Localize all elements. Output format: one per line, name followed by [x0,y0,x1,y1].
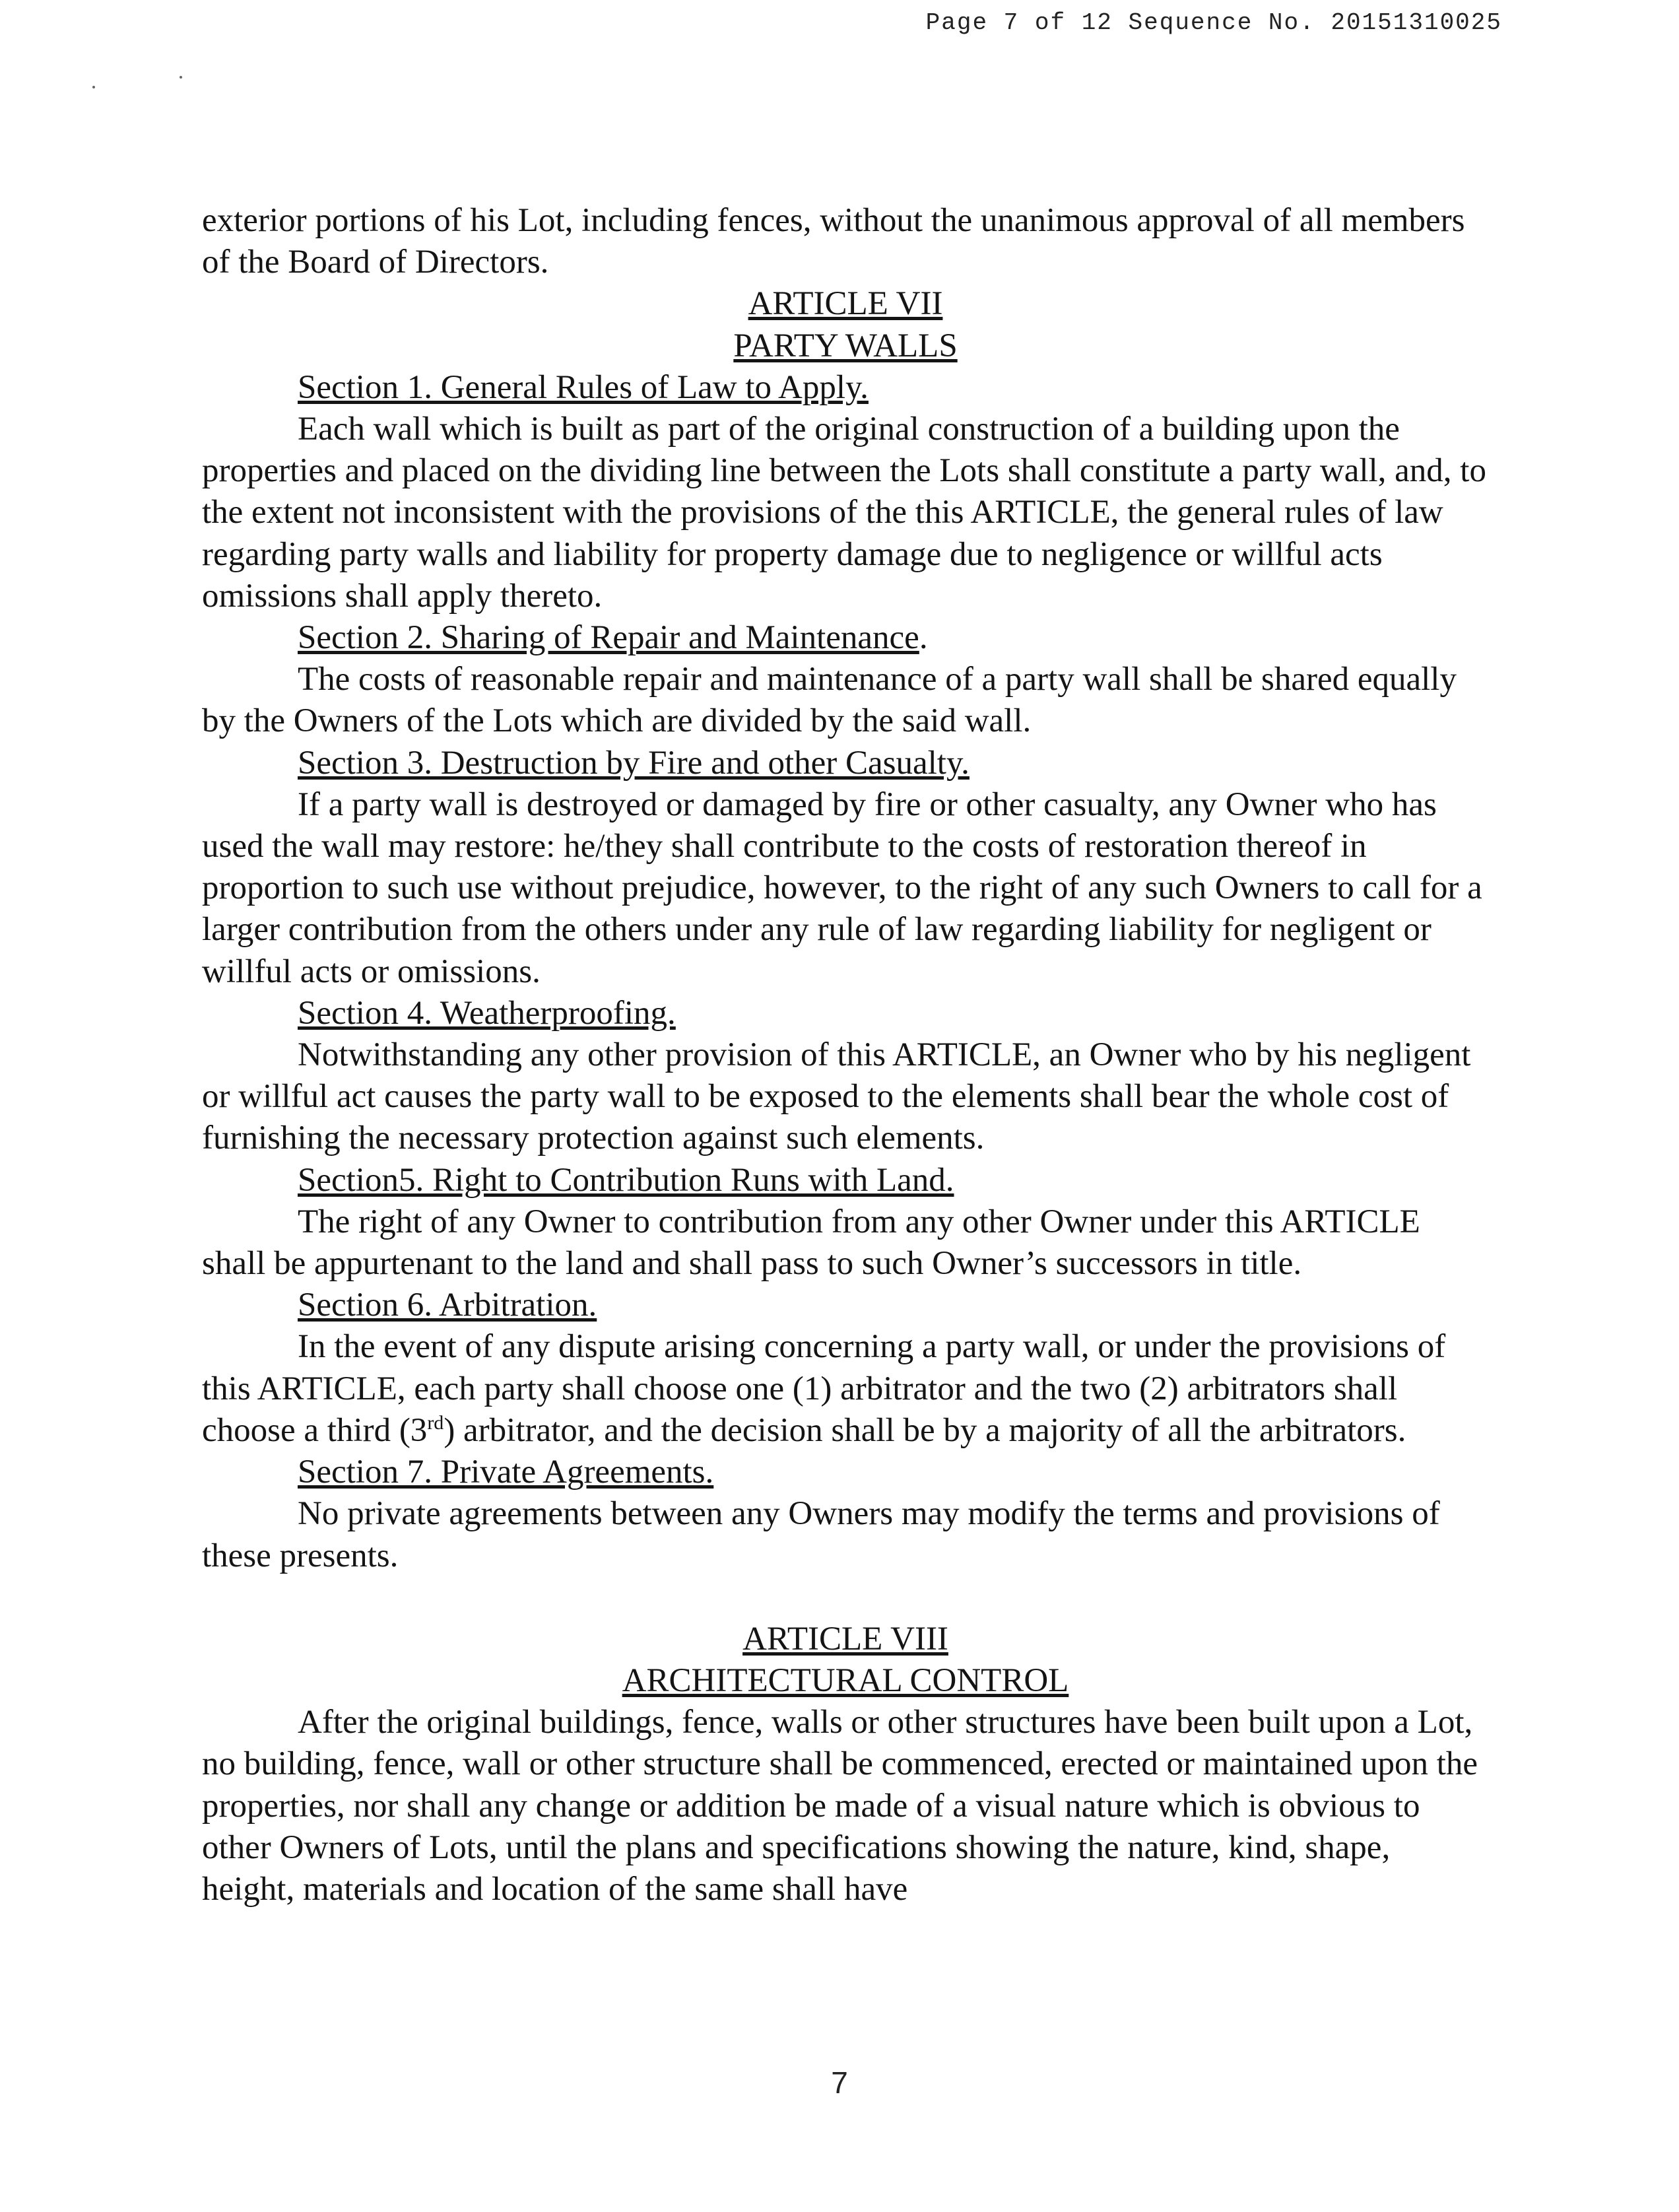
blank-line [202,1577,1489,1619]
section-3-heading: Section 3. Destruction by Fire and other Casualty. [298,744,970,782]
section-3-text: If a party wall is destroyed or damaged by fire or other casualty, any Owner who has used the wall may restore: he/they shall contribute to the costs of restoration thereof in proportion to such use without prejudice, however, to the right of any such Owners to call for a larger contribution from the others under any rule of law regarding liability for negligent or willful acts or omissions. [202,786,1482,990]
article-heading [202,1619,1489,1660]
section-heading [202,367,1489,409]
section-heading [202,993,1489,1034]
section-7-text: No private agreements between any Owners may modify the terms and provisions of these presents. [202,1495,1440,1574]
article-title [202,325,1489,367]
article-heading [202,283,1489,325]
article-viii-heading: ARTICLE VIII [742,1620,948,1658]
page-sequence-header: Page 7 of 12 Sequence No. 20151310025 [925,9,1502,36]
section-6-heading: Section 6. Arbitration. [298,1287,597,1324]
page-number: 7 [831,2065,848,2100]
article-vii-title: PARTY WALLS [733,327,958,364]
section-heading [202,617,1489,659]
section-heading [202,1452,1489,1493]
section-heading [202,743,1489,784]
scan-speck [180,76,182,79]
document-body [202,200,1489,1910]
section-1-text: Each wall which is built as part of the original construction of a building upon the properties and placed on the dividing line between the Lots shall constitute a party wall, and, to the extent not inconsistent with the provisions of the this ARTICLE, the general rules of law regarding party walls and liability for property damage due to negligence or willful acts omissions shall apply thereto. [202,411,1486,615]
section-2-text: The costs of reasonable repair and maintenance of a party wall shall be shared equally by the Owners of the Lots which are divided by the said wall. [202,661,1457,740]
continuation-paragraph: exterior portions of his Lot, including fences, without the unanimous approval of all members of the Board of Directors. [202,202,1465,281]
section-2-heading: Section 2. Sharing of Repair and Maintenance [298,619,919,657]
article-title [202,1660,1489,1702]
section-6-text: In the event of any dispute arising concerning a party wall, or under the provisions of this ARTICLE, each party shall choose one (1) arbitrator and the two (2) arbitrators shall choose a third (3rd) arbitrator, and the decision shall be by a majority of all the arbitrators. [202,1328,1446,1449]
section-5-text: The right of any Owner to contribution from any other Owner under this ARTICLE shall be appurtenant to the land and shall pass to such Owner’s successors in title. [202,1203,1420,1283]
section-7-heading: Section 7. Private Agreements. [298,1454,714,1491]
section-heading [202,1160,1489,1201]
section-heading [202,1285,1489,1326]
section-4-text: Notwithstanding any other provision of this ARTICLE, an Owner who by his negligent or willful act causes the party wall to be exposed to the elements shall bear the whole cost of furnishing the necessary protection against such elements. [202,1036,1471,1157]
article-viii-title: ARCHITECTURAL CONTROL [622,1661,1069,1699]
section-2-heading-period: . [919,619,928,657]
section-5-heading: Section5. Right to Contribution Runs with Land. [298,1161,954,1199]
section-1-heading: Section 1. General Rules of Law to Apply. [298,368,869,406]
section-4-heading: Section 4. Weatherproofing. [298,994,676,1032]
scan-speck [92,86,95,88]
article-vii-heading: ARTICLE VII [748,285,943,323]
article-viii-text: After the original buildings, fence, walls or other structures have been built upon a Lot, no building, fence, wall or other structure shall be commenced, erected or maintained upon the properties, nor shall any change or addition be made of a visual nature which is obvious to other Owners of Lots, until the plans and specifications showing the nature, kind, shape, height, materials and location of the same shall have [202,1704,1478,1908]
ordinal-superscript: rd [427,1411,444,1434]
